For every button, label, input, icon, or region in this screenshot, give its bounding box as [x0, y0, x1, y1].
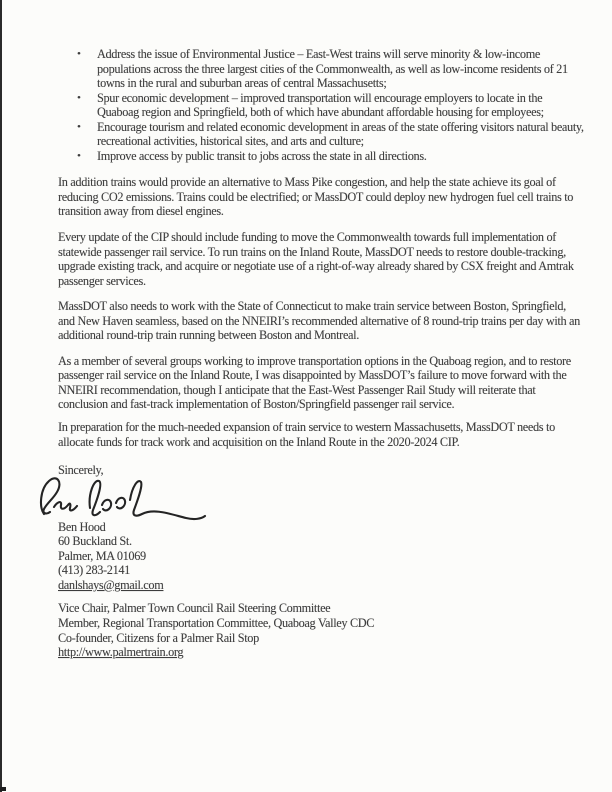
- scan-edge-artifact: [0, 0, 2, 792]
- contact-block: [58, 520, 584, 593]
- paragraph-mass-pike: In addition trains would provide an alternative to Mass Pike congestion, and help the state achieve its goal of reducing CO2 emissions. Trains could be electrified; or MassDOT could deploy new hydrogen fuel cell trains to transition away from diesel engines.: [58, 175, 574, 219]
- bullet-icon: •: [77, 48, 81, 60]
- sender-address-line1: 60 Buckland St.: [58, 534, 132, 549]
- paragraph-2020-2024-cip: In preparation for the much-needed expansion of train service to western Massachusetts, MassDOT needs to allocate funds for track work and acquisition on the Inland Route in the 2020-2024 CIP.: [58, 420, 555, 449]
- paragraph-nneiri: As a member of several groups working to improve transportation options in the Quaboag region, and to restore passenger rail service on the Inland Route, I was disappointed by MassDOT’s failure to move forward with the NNEIRI recommendation, though I anticipate that the East-West Passenger Rail Study will reiterate that conclusion and fast-track implementation of Boston/Springfield passenger rail service.: [58, 353, 571, 412]
- roles-block: [58, 601, 584, 659]
- bullet-icon: •: [77, 149, 81, 162]
- bullet-list: [58, 47, 584, 163]
- signature-handwriting: [38, 474, 584, 526]
- role-vice-chair: Vice Chair, Palmer Town Council Rail Steering Committee: [58, 601, 331, 616]
- signature-stroke-hood: [90, 480, 205, 518]
- bullet-item: [58, 91, 584, 120]
- sender-address-line2: Palmer, MA 01069: [58, 548, 146, 563]
- bullet-item: [58, 120, 584, 149]
- role-member: Member, Regional Transportation Committee, Quaboag Valley CDC: [58, 615, 375, 630]
- paragraph-cip-update: Every update of the CIP should include funding to move the Commonwealth towards full implementation of statewide passenger rail service. To run trains on the Inland Route, MassDOT needs to restore double-tracking, upgrade existing track, and acquire or negotiate use of a right-of-way already shared by CSX freight and Amtrak passenger services.: [58, 230, 574, 288]
- bullet-item: [58, 47, 584, 91]
- bullet-text: Spur economic development – improved transportation will encourage employers to locate in the Quaboag region and Springfield, both of which have abundant affordable housing for employees;: [97, 90, 544, 120]
- bullet-text: Improve access by public transit to jobs across the state in all directions.: [97, 148, 427, 163]
- sender-phone: (413) 283-2141: [58, 563, 130, 578]
- closing-salutation: Sincerely,: [58, 463, 104, 478]
- website-url: http://www.palmertrain.org: [58, 645, 184, 660]
- bullet-text: Encourage tourism and related economic development in areas of the state offering visitors natural beauty, recreational activities, historical sites, and arts and culture;: [97, 119, 584, 149]
- paragraph-connecticut: MassDOT also needs to work with the State of Connecticut to make train service between Boston, Springfield, and New Haven seamless, based on the NNEIRI’s recommended alternative of 8 round-trip trains per day with an additional round-trip train running between Boston and Montreal.: [58, 299, 580, 343]
- bullet-item: [58, 149, 584, 164]
- bullet-icon: •: [77, 120, 81, 133]
- bullet-icon: •: [77, 91, 81, 104]
- letter-body: [58, 47, 584, 660]
- sender-name: Ben Hood: [58, 519, 106, 534]
- role-co-founder: Co-founder, Citizens for a Palmer Rail Stop: [58, 630, 259, 645]
- scan-corner-speck: [0, 787, 6, 791]
- bullet-text: Address the issue of Environmental Justice – East-West trains will serve minority & low-income populations across the three largest cities of the Commonwealth, as well as low-income residents of 21 towns in the rural and suburban areas of central Massachusetts;: [97, 47, 568, 91]
- signature-stroke-ben: [41, 478, 77, 514]
- sender-email: danlshays@gmail.com: [58, 577, 164, 592]
